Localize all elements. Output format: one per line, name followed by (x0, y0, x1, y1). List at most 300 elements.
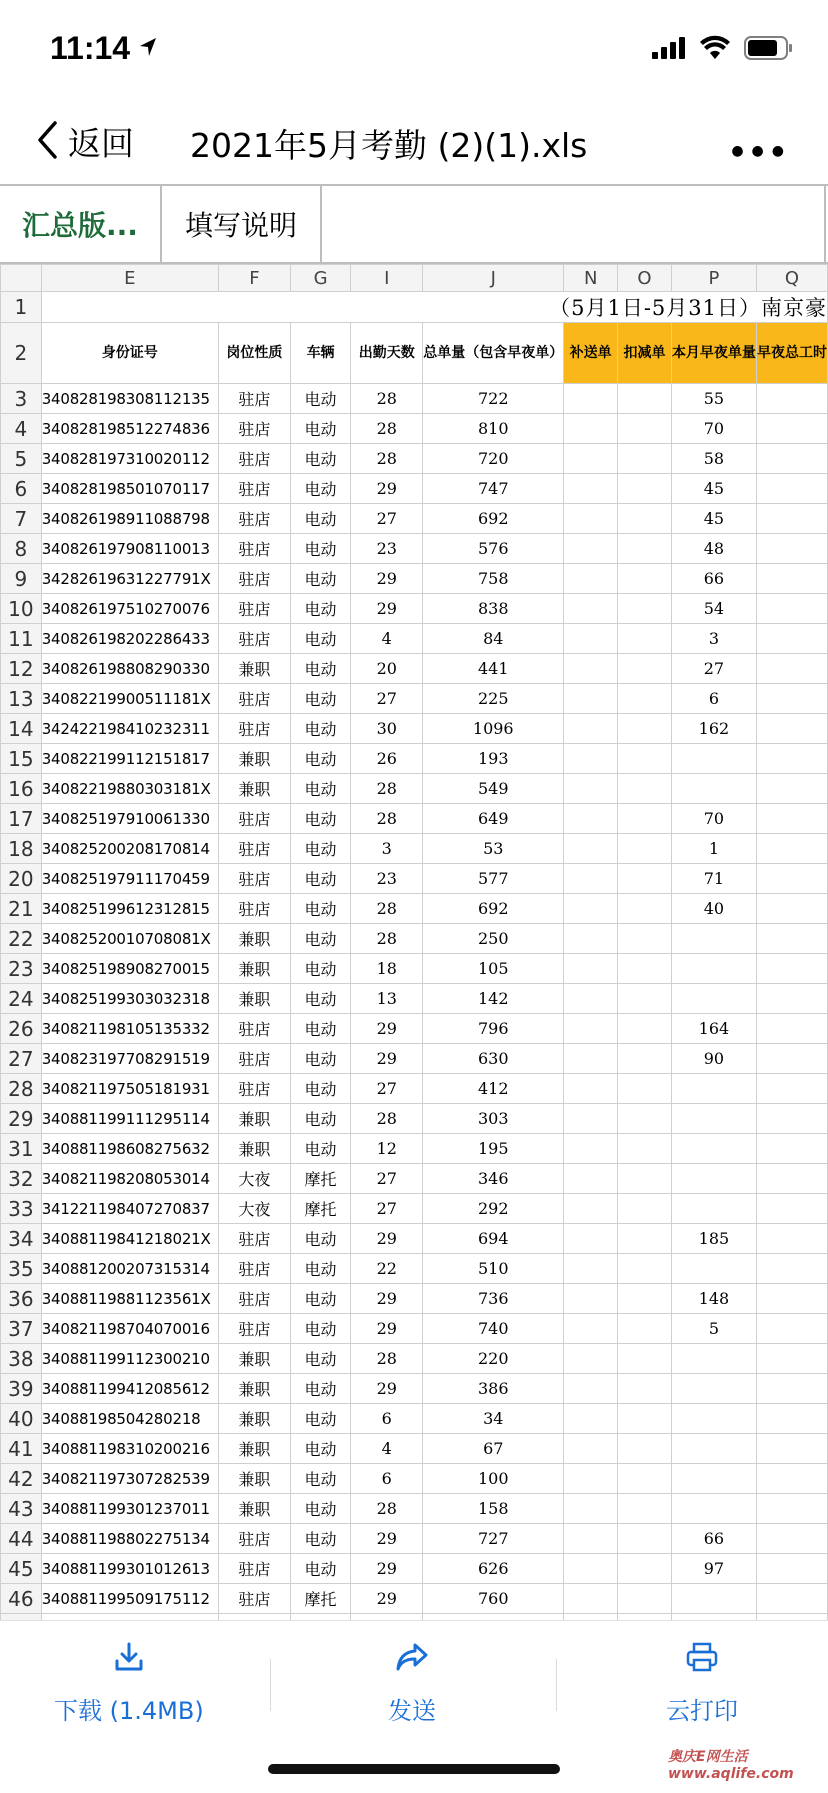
table-cell[interactable] (564, 864, 618, 894)
table-cell[interactable] (618, 1224, 672, 1254)
back-button[interactable] (36, 118, 134, 165)
table-cell[interactable]: 兼职 (218, 1494, 290, 1524)
table-cell[interactable]: 185 (671, 1224, 756, 1254)
table-cell[interactable] (618, 1074, 672, 1104)
table-cell[interactable]: 摩托 (290, 1194, 350, 1224)
row-header[interactable]: 41 (1, 1434, 42, 1464)
table-cell[interactable]: 340821197505181931 (41, 1074, 218, 1104)
table-cell[interactable]: 电动 (290, 834, 350, 864)
table-cell[interactable]: 34082520010708081X (41, 924, 218, 954)
table-cell[interactable] (671, 1404, 756, 1434)
table-cell[interactable]: 747 (423, 474, 564, 504)
row-header[interactable]: 31 (1, 1134, 42, 1164)
table-cell[interactable]: 29 (351, 1584, 423, 1614)
table-cell[interactable] (671, 1134, 756, 1164)
table-cell[interactable]: 340825199612312815 (41, 894, 218, 924)
table-cell[interactable] (564, 684, 618, 714)
row-header[interactable]: 44 (1, 1524, 42, 1554)
table-cell[interactable]: 电动 (290, 1434, 350, 1464)
header-cell-position[interactable]: 岗位性质 (218, 323, 290, 384)
table-cell[interactable]: 兼职 (218, 984, 290, 1014)
table-cell[interactable]: 29 (351, 594, 423, 624)
table-cell[interactable]: 90 (671, 1044, 756, 1074)
row-header[interactable]: 9 (1, 564, 42, 594)
table-cell[interactable] (564, 1494, 618, 1524)
table-cell[interactable] (618, 804, 672, 834)
header-cell-attendance-days[interactable]: 出勤天数 (351, 323, 423, 384)
table-cell[interactable] (756, 504, 827, 534)
table-cell[interactable]: 电动 (290, 1314, 350, 1344)
table-cell[interactable]: 4 (351, 624, 423, 654)
tab-summary[interactable]: 汇总版... (0, 186, 162, 262)
table-cell[interactable]: 340881198310200216 (41, 1434, 218, 1464)
column-header[interactable]: E (41, 265, 218, 292)
row-header[interactable]: 2 (1, 323, 42, 384)
table-cell[interactable]: 电动 (290, 1224, 350, 1254)
table-cell[interactable]: 电动 (290, 594, 350, 624)
row-header[interactable]: 3 (1, 384, 42, 414)
table-cell[interactable]: 694 (423, 1224, 564, 1254)
table-cell[interactable] (618, 1434, 672, 1464)
table-cell[interactable]: 电动 (290, 714, 350, 744)
table-cell[interactable]: 27 (351, 1194, 423, 1224)
table-cell[interactable]: 18 (351, 954, 423, 984)
table-cell[interactable] (564, 804, 618, 834)
table-cell[interactable]: 电动 (290, 954, 350, 984)
table-cell[interactable]: 电动 (290, 1494, 350, 1524)
table-cell[interactable]: 29 (351, 1014, 423, 1044)
table-cell[interactable] (618, 1584, 672, 1614)
table-cell[interactable] (618, 1014, 672, 1044)
table-cell[interactable]: 兼职 (218, 954, 290, 984)
table-cell[interactable]: 30 (351, 714, 423, 744)
table-cell[interactable] (618, 1524, 672, 1554)
row-header[interactable]: 16 (1, 774, 42, 804)
table-cell[interactable]: 6 (671, 684, 756, 714)
row-header[interactable]: 1 (1, 292, 42, 323)
table-cell[interactable]: 兼职 (218, 654, 290, 684)
table-cell[interactable]: 电动 (290, 1554, 350, 1584)
table-cell[interactable] (618, 624, 672, 654)
table-cell[interactable]: 电动 (290, 804, 350, 834)
table-cell[interactable]: 驻店 (218, 474, 290, 504)
table-cell[interactable]: 29 (351, 1314, 423, 1344)
table-cell[interactable]: 53 (423, 834, 564, 864)
row-header[interactable]: 13 (1, 684, 42, 714)
header-cell-deducted-orders[interactable]: 扣减单 (618, 323, 672, 384)
table-cell[interactable] (618, 924, 672, 954)
table-cell[interactable] (564, 744, 618, 774)
header-cell-extra-orders[interactable]: 补送单 (564, 323, 618, 384)
table-cell[interactable]: 驻店 (218, 414, 290, 444)
table-cell[interactable]: 驻店 (218, 624, 290, 654)
row-header[interactable]: 18 (1, 834, 42, 864)
table-cell[interactable]: 3 (671, 624, 756, 654)
table-cell[interactable]: 电动 (290, 864, 350, 894)
table-cell[interactable]: 340821198704070016 (41, 1314, 218, 1344)
table-cell[interactable] (756, 804, 827, 834)
grid-corner[interactable] (1, 265, 42, 292)
table-cell[interactable] (671, 774, 756, 804)
table-cell[interactable]: 27 (671, 654, 756, 684)
table-cell[interactable]: 340828198501070117 (41, 474, 218, 504)
table-cell[interactable] (564, 504, 618, 534)
table-cell[interactable]: 55 (671, 384, 756, 414)
table-cell[interactable] (618, 1134, 672, 1164)
table-cell[interactable] (756, 564, 827, 594)
table-cell[interactable] (564, 444, 618, 474)
table-cell[interactable] (756, 654, 827, 684)
row-header[interactable]: 20 (1, 864, 42, 894)
table-cell[interactable]: 810 (423, 414, 564, 444)
table-cell[interactable]: 大夜 (218, 1164, 290, 1194)
table-cell[interactable]: 电动 (290, 1344, 350, 1374)
table-cell[interactable] (564, 1434, 618, 1464)
table-cell[interactable]: 340821197307282539 (41, 1464, 218, 1494)
table-cell[interactable] (564, 1104, 618, 1134)
table-cell[interactable]: 电动 (290, 1404, 350, 1434)
table-cell[interactable] (564, 384, 618, 414)
column-header[interactable]: P (671, 265, 756, 292)
row-header[interactable]: 42 (1, 1464, 42, 1494)
table-cell[interactable] (756, 444, 827, 474)
table-cell[interactable]: 6 (351, 1404, 423, 1434)
table-cell[interactable]: 兼职 (218, 1404, 290, 1434)
table-cell[interactable]: 100 (423, 1464, 564, 1494)
table-cell[interactable]: 722 (423, 384, 564, 414)
row-header[interactable]: 45 (1, 1554, 42, 1584)
table-cell[interactable] (564, 1584, 618, 1614)
table-cell[interactable]: 549 (423, 774, 564, 804)
table-cell[interactable]: 电动 (290, 1464, 350, 1494)
table-cell[interactable]: 兼职 (218, 1104, 290, 1134)
table-cell[interactable] (618, 594, 672, 624)
table-cell[interactable]: 27 (351, 504, 423, 534)
table-cell[interactable] (756, 1434, 827, 1464)
table-cell[interactable]: 驻店 (218, 534, 290, 564)
table-cell[interactable]: 4 (351, 1434, 423, 1464)
table-cell[interactable]: 28 (351, 1344, 423, 1374)
table-cell[interactable] (564, 414, 618, 444)
table-cell[interactable]: 34088119841218021X (41, 1224, 218, 1254)
table-cell[interactable]: 兼职 (218, 1374, 290, 1404)
table-cell[interactable] (618, 1344, 672, 1374)
table-cell[interactable]: 电动 (290, 1044, 350, 1074)
table-cell[interactable] (671, 924, 756, 954)
table-cell[interactable] (564, 774, 618, 804)
table-cell[interactable] (671, 954, 756, 984)
table-cell[interactable]: 34082219900511181X (41, 684, 218, 714)
table-cell[interactable]: 驻店 (218, 894, 290, 924)
table-cell[interactable]: 电动 (290, 534, 350, 564)
table-cell[interactable]: 电动 (290, 474, 350, 504)
table-cell[interactable] (618, 384, 672, 414)
table-cell[interactable] (618, 1314, 672, 1344)
table-cell[interactable] (618, 444, 672, 474)
table-cell[interactable] (756, 1104, 827, 1134)
table-cell[interactable]: 67 (423, 1434, 564, 1464)
table-cell[interactable] (671, 1164, 756, 1194)
table-cell[interactable]: 340881199509175112 (41, 1584, 218, 1614)
table-cell[interactable]: 34088119881123561X (41, 1284, 218, 1314)
table-cell[interactable] (671, 1374, 756, 1404)
table-cell[interactable]: 386 (423, 1374, 564, 1404)
table-cell[interactable]: 28 (351, 444, 423, 474)
table-cell[interactable]: 13 (351, 984, 423, 1014)
table-cell[interactable] (756, 414, 827, 444)
table-cell[interactable]: 342422198410232311 (41, 714, 218, 744)
table-cell[interactable] (756, 1254, 827, 1284)
row-header[interactable]: 26 (1, 1014, 42, 1044)
table-cell[interactable]: 29 (351, 1224, 423, 1254)
table-cell[interactable]: 驻店 (218, 804, 290, 834)
table-cell[interactable]: 29 (351, 1044, 423, 1074)
table-cell[interactable]: 34 (423, 1404, 564, 1434)
table-cell[interactable]: 电动 (290, 984, 350, 1014)
table-cell[interactable]: 340826198911088798 (41, 504, 218, 534)
table-cell[interactable] (671, 744, 756, 774)
table-cell[interactable]: 驻店 (218, 594, 290, 624)
table-cell[interactable] (756, 1404, 827, 1434)
table-cell[interactable] (756, 1044, 827, 1074)
more-options-button[interactable] (731, 124, 792, 164)
table-cell[interactable] (618, 834, 672, 864)
row-header[interactable]: 39 (1, 1374, 42, 1404)
table-cell[interactable] (618, 1464, 672, 1494)
table-cell[interactable]: 兼职 (218, 1134, 290, 1164)
table-cell[interactable]: 驻店 (218, 714, 290, 744)
table-cell[interactable]: 838 (423, 594, 564, 624)
table-cell[interactable] (756, 984, 827, 1014)
table-cell[interactable]: 驻店 (218, 684, 290, 714)
table-cell[interactable]: 692 (423, 504, 564, 534)
table-cell[interactable]: 电动 (290, 1014, 350, 1044)
table-cell[interactable] (756, 1224, 827, 1254)
table-cell[interactable]: 340881200207315314 (41, 1254, 218, 1284)
table-cell[interactable]: 720 (423, 444, 564, 474)
table-cell[interactable] (564, 1224, 618, 1254)
table-cell[interactable]: 649 (423, 804, 564, 834)
table-cell[interactable]: 340821198105135332 (41, 1014, 218, 1044)
table-cell[interactable] (756, 1584, 827, 1614)
table-cell[interactable] (756, 714, 827, 744)
table-cell[interactable]: 727 (423, 1524, 564, 1554)
table-cell[interactable] (564, 1194, 618, 1224)
table-cell[interactable]: 兼职 (218, 744, 290, 774)
table-cell[interactable]: 电动 (290, 1284, 350, 1314)
table-cell[interactable]: 兼职 (218, 1434, 290, 1464)
row-header[interactable]: 40 (1, 1404, 42, 1434)
table-cell[interactable]: 29 (351, 1374, 423, 1404)
row-header[interactable]: 33 (1, 1194, 42, 1224)
table-cell[interactable]: 760 (423, 1584, 564, 1614)
table-cell[interactable]: 电动 (290, 384, 350, 414)
table-cell[interactable] (756, 744, 827, 774)
table-cell[interactable]: 220 (423, 1344, 564, 1374)
table-cell[interactable]: 148 (671, 1284, 756, 1314)
column-header[interactable]: G (290, 265, 350, 292)
table-cell[interactable]: 驻店 (218, 444, 290, 474)
row-header[interactable]: 36 (1, 1284, 42, 1314)
table-cell[interactable]: 340826197908110013 (41, 534, 218, 564)
table-cell[interactable] (756, 1194, 827, 1224)
table-cell[interactable]: 54 (671, 594, 756, 624)
table-cell[interactable]: 340823197708291519 (41, 1044, 218, 1074)
table-cell[interactable] (756, 1284, 827, 1314)
table-cell[interactable] (618, 1404, 672, 1434)
table-cell[interactable]: 340826197510270076 (41, 594, 218, 624)
table-cell[interactable]: 驻店 (218, 1044, 290, 1074)
table-cell[interactable]: 340826198202286433 (41, 624, 218, 654)
table-cell[interactable] (756, 1014, 827, 1044)
table-cell[interactable]: 驻店 (218, 1074, 290, 1104)
table-cell[interactable]: 27 (351, 684, 423, 714)
table-cell[interactable]: 驻店 (218, 1224, 290, 1254)
table-cell[interactable]: 70 (671, 414, 756, 444)
table-cell[interactable]: 34082219880303181X (41, 774, 218, 804)
table-cell[interactable] (671, 1254, 756, 1284)
table-cell[interactable] (618, 894, 672, 924)
table-cell[interactable]: 164 (671, 1014, 756, 1044)
table-cell[interactable]: 626 (423, 1554, 564, 1584)
table-cell[interactable] (618, 684, 672, 714)
table-cell[interactable]: 577 (423, 864, 564, 894)
column-header[interactable]: N (564, 265, 618, 292)
table-cell[interactable] (564, 1554, 618, 1584)
table-cell[interactable] (756, 1464, 827, 1494)
table-cell[interactable]: 驻店 (218, 1524, 290, 1554)
table-cell[interactable] (618, 1194, 672, 1224)
table-cell[interactable]: 28 (351, 1494, 423, 1524)
table-cell[interactable] (564, 1134, 618, 1164)
table-cell[interactable] (756, 594, 827, 624)
row-header[interactable]: 15 (1, 744, 42, 774)
header-cell-night-orders[interactable]: 本月早夜单量 (671, 323, 756, 384)
table-cell[interactable] (564, 1074, 618, 1104)
table-cell[interactable]: 58 (671, 444, 756, 474)
table-cell[interactable] (756, 1134, 827, 1164)
table-cell[interactable]: 340822199112151817 (41, 744, 218, 774)
table-cell[interactable]: 303 (423, 1104, 564, 1134)
table-cell[interactable] (618, 534, 672, 564)
table-cell[interactable] (564, 1404, 618, 1434)
download-button[interactable] (54, 1641, 204, 1726)
row-header[interactable]: 35 (1, 1254, 42, 1284)
header-cell-vehicle[interactable]: 车辆 (290, 323, 350, 384)
table-cell[interactable]: 758 (423, 564, 564, 594)
table-cell[interactable] (564, 1374, 618, 1404)
table-cell[interactable]: 158 (423, 1494, 564, 1524)
table-cell[interactable] (564, 654, 618, 684)
table-cell[interactable]: 71 (671, 864, 756, 894)
table-cell[interactable] (564, 624, 618, 654)
table-cell[interactable]: 驻店 (218, 1014, 290, 1044)
table-cell[interactable] (618, 1554, 672, 1584)
row-header[interactable]: 6 (1, 474, 42, 504)
table-cell[interactable]: 441 (423, 654, 564, 684)
table-cell[interactable] (671, 1104, 756, 1134)
header-cell-night-hours[interactable]: 早夜总工时 (756, 323, 827, 384)
table-cell[interactable] (671, 1464, 756, 1494)
table-cell[interactable] (618, 744, 672, 774)
table-cell[interactable] (756, 894, 827, 924)
table-cell[interactable] (618, 714, 672, 744)
table-cell[interactable]: 电动 (290, 504, 350, 534)
table-cell[interactable]: 45 (671, 504, 756, 534)
table-cell[interactable] (564, 474, 618, 504)
table-cell[interactable] (564, 1464, 618, 1494)
table-cell[interactable]: 29 (351, 1554, 423, 1584)
table-cell[interactable]: 510 (423, 1254, 564, 1284)
table-cell[interactable] (756, 834, 827, 864)
header-cell-total-orders[interactable]: 总单量（包含早夜单） (423, 323, 564, 384)
table-cell[interactable]: 346 (423, 1164, 564, 1194)
table-cell[interactable]: 电动 (290, 894, 350, 924)
table-cell[interactable]: 340881198608275632 (41, 1134, 218, 1164)
table-cell[interactable]: 195 (423, 1134, 564, 1164)
table-cell[interactable]: 驻店 (218, 864, 290, 894)
table-cell[interactable]: 电动 (290, 744, 350, 774)
table-cell[interactable] (671, 1584, 756, 1614)
table-cell[interactable]: 29 (351, 1524, 423, 1554)
table-cell[interactable] (618, 1164, 672, 1194)
table-cell[interactable] (671, 1194, 756, 1224)
table-cell[interactable]: 6 (351, 1464, 423, 1494)
row-header[interactable]: 34 (1, 1224, 42, 1254)
row-header[interactable]: 21 (1, 894, 42, 924)
row-header[interactable]: 24 (1, 984, 42, 1014)
table-cell[interactable]: 电动 (290, 684, 350, 714)
table-cell[interactable]: 340881199112300210 (41, 1344, 218, 1374)
row-header[interactable]: 29 (1, 1104, 42, 1134)
table-cell[interactable] (756, 624, 827, 654)
table-cell[interactable]: 兼职 (218, 1464, 290, 1494)
table-cell[interactable]: 电动 (290, 924, 350, 954)
table-cell[interactable]: 驻店 (218, 1254, 290, 1284)
table-cell[interactable]: 电动 (290, 1104, 350, 1134)
table-cell[interactable] (756, 1494, 827, 1524)
table-cell[interactable]: 电动 (290, 1254, 350, 1284)
table-cell[interactable]: 摩托 (290, 1584, 350, 1614)
table-cell[interactable] (756, 1314, 827, 1344)
table-cell[interactable]: 736 (423, 1284, 564, 1314)
table-cell[interactable] (564, 1344, 618, 1374)
row-header[interactable]: 4 (1, 414, 42, 444)
table-cell[interactable] (671, 1344, 756, 1374)
row-header[interactable]: 32 (1, 1164, 42, 1194)
table-cell[interactable] (564, 1254, 618, 1284)
table-cell[interactable] (756, 1344, 827, 1374)
table-cell[interactable]: 29 (351, 1284, 423, 1314)
table-cell[interactable]: 12 (351, 1134, 423, 1164)
table-cell[interactable] (618, 774, 672, 804)
table-cell[interactable]: 40 (671, 894, 756, 924)
table-cell[interactable]: 576 (423, 534, 564, 564)
table-cell[interactable] (618, 564, 672, 594)
table-cell[interactable] (756, 924, 827, 954)
table-cell[interactable] (564, 564, 618, 594)
table-cell[interactable]: 28 (351, 924, 423, 954)
table-cell[interactable] (618, 954, 672, 984)
table-cell[interactable]: 193 (423, 744, 564, 774)
table-cell[interactable] (756, 1164, 827, 1194)
table-cell[interactable]: 630 (423, 1044, 564, 1074)
table-cell[interactable]: 341221198407270837 (41, 1194, 218, 1224)
table-cell[interactable]: 340825199303032318 (41, 984, 218, 1014)
row-header[interactable]: 46 (1, 1584, 42, 1614)
column-header[interactable]: I (351, 265, 423, 292)
table-cell[interactable] (618, 1374, 672, 1404)
